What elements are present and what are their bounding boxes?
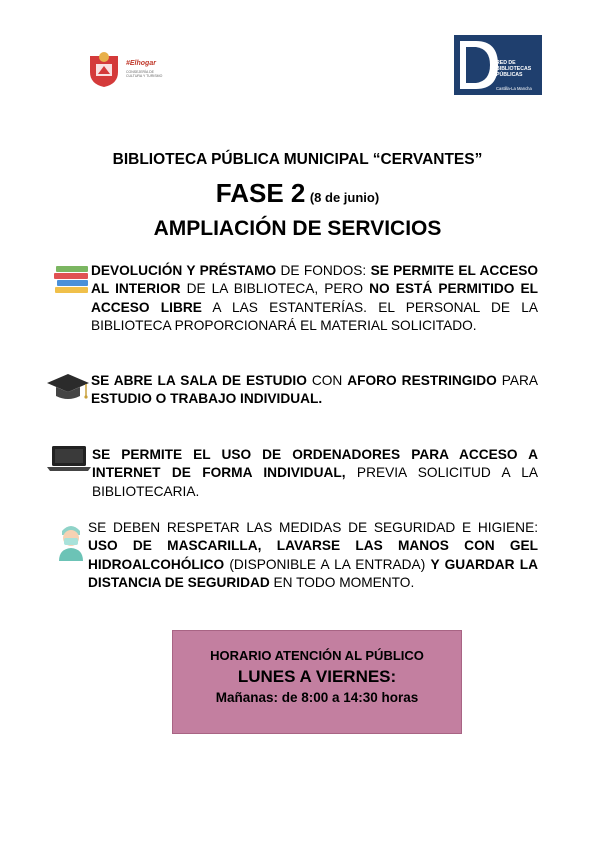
service-text-safety: SE DEBEN RESPETAR LAS MEDIDAS DE SEGURIDAD E HIGIENE: USO DE MASCARILLA, LAVARSE LAS MANOS CON GEL HIDROALCOHÓLICO (DISPONIBLE A LA ENTRADA) Y GUARDAR LA DISTANCIA DE SEGURIDAD EN TODO MOMENTO.: [88, 520, 538, 590]
hours-heading: HORARIO ATENCIÓN AL PÚBLICO: [210, 648, 424, 663]
network-region: Castilla-La Mancha: [496, 86, 532, 91]
phase-label: FASE 2: [215, 178, 306, 208]
books-icon: [52, 263, 96, 295]
municipal-logo: [86, 50, 166, 90]
service-text-study-room: SE ABRE LA SALA DE ESTUDIO CON AFORO RESTRINGIDO PARA ESTUDIO O TRABAJO INDIVIDUAL.: [91, 373, 539, 407]
brand-text: #Elhogar: [126, 60, 156, 67]
masked-person-icon: [56, 519, 86, 563]
service-text-loans: DEVOLUCIÓN Y PRÉSTAMO DE FONDOS: SE PERMITE EL ACCESO AL INTERIOR DE LA BIBLIOTECA, PERO NO ESTÁ PERMITIDO EL ACCESO LIBRE A LAS ESTANTERÍAS. EL PERSONAL DE LA BIBLIOTECA PROPORCIONARÁ EL MATERIAL SOLICITADO.: [91, 263, 538, 333]
network-name: RED DE BIBLIOTECAS PÚBLICAS: [496, 60, 532, 78]
phase-date: (8 de junio): [309, 190, 380, 205]
municipal-seal-icon: [86, 50, 122, 88]
phase-title: [0, 178, 595, 209]
service-text-computers: SE PERMITE EL USO DE ORDENADORES PARA ACCESO A INTERNET DE FORMA INDIVIDUAL, PREVIA SOLICITUD A LA BIBLIOTECARIA.: [92, 447, 539, 499]
library-network-logo: [454, 35, 542, 95]
opening-hours-box: [172, 630, 462, 734]
hours-days: LUNES A VIERNES:: [237, 667, 397, 686]
services-title: AMPLIACIÓN DE SERVICIOS: [153, 217, 442, 240]
graduation-cap-icon: [46, 372, 90, 402]
laptop-icon: [46, 444, 92, 472]
hours-schedule: Mañanas: de 8:00 a 14:30 horas: [215, 690, 419, 705]
brand-subtext: CONSEJERÍA DE CULTURA Y TURISMO: [126, 70, 163, 78]
library-name-title: BIBLIOTECA PÚBLICA MUNICIPAL “CERVANTES”: [112, 151, 483, 168]
